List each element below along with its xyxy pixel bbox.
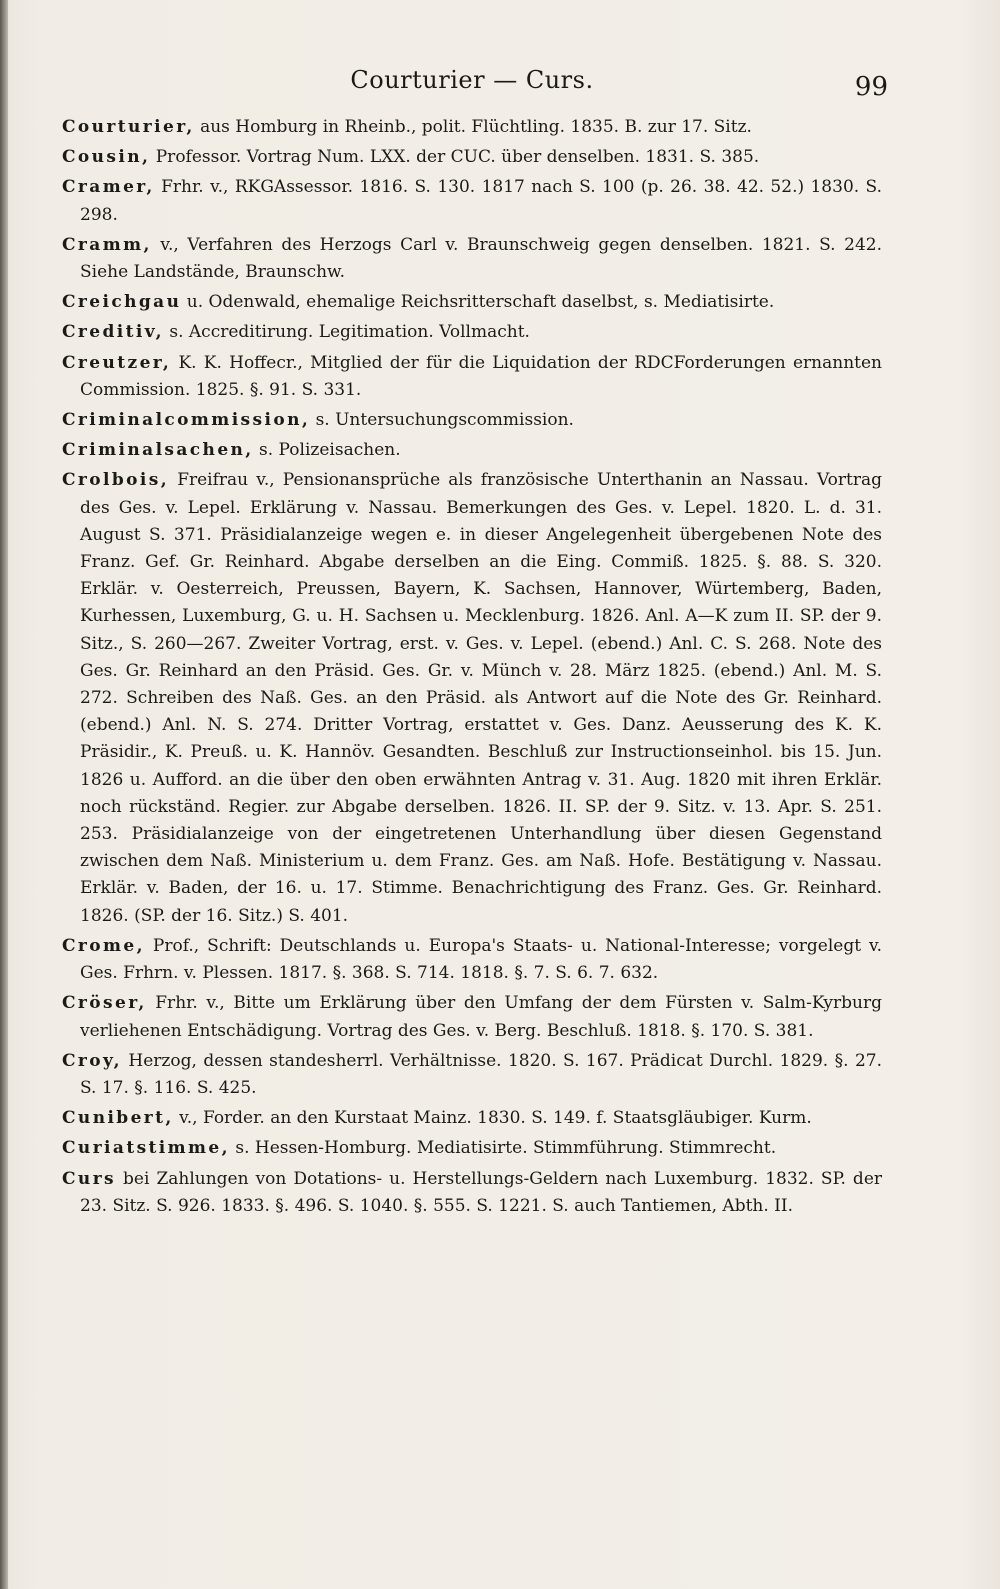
entry-text: aus Homburg in Rheinb., polit. Flüchtling. 1835. B. zur 17. Sitz. — [194, 117, 752, 137]
entry-text: s. Hessen-Homburg. Mediatisirte. Stimmführung. Stimmrecht. — [229, 1138, 777, 1159]
index-entry — [62, 319, 882, 346]
index-entry — [62, 144, 882, 171]
index-entry — [62, 114, 882, 141]
book-spine-shadow — [0, 0, 8, 1589]
entry-text: v., Verfahren des Herzogs Carl v. Braunschweig gegen denselben. 1821. S. 242. Siehe Landstände, Braunschw. — [80, 234, 882, 283]
entry-headword: Curiatstimme, — [62, 1138, 230, 1159]
index-entry — [62, 933, 882, 987]
entry-text: s. Accreditirung. Legitimation. Vollmacht. — [163, 322, 530, 343]
entry-headword: Cousin, — [62, 147, 151, 168]
entry-headword: Criminalsachen, — [62, 440, 254, 461]
entry-headword: Crome, — [62, 935, 145, 956]
entry-text: u. Odenwald, ehemalige Reichsritterschaft daselbst, s. Mediatisirte. — [181, 292, 775, 313]
entry-headword: Cunibert, — [62, 1108, 174, 1129]
entry-headword: Courturier, — [62, 117, 195, 137]
entry-text: Frhr. v., Bitte um Erklärung über den Umfang der dem Fürsten v. Salm-Kyrburg verliehenen Entschädigung. Vortrag des Ges. v. Berg. Beschluß. 1818. §. 170. S. 381. — [80, 993, 882, 1041]
running-head: Courturier — Curs. — [350, 66, 594, 94]
index-entry — [62, 437, 882, 464]
entry-text: Frhr. v., RKGAssessor. 1816. S. 130. 1817 nach S. 100 (p. 26. 38. 42. 52.) 1830. S. 298. — [80, 177, 882, 225]
entry-headword: Criminalcommission, — [62, 410, 311, 431]
entry-text: Prof., Schrift: Deutschlands u. Europa's Staats- u. National-Interesse; vorgelegt v. Ges. Frhrn. v. Plessen. 1817. §. 368. S. 714. 1818. §. 7. S. 6. 7. 632. — [80, 935, 882, 984]
entry-text: bei Zahlungen von Dotations- u. Herstellungs-Geldern nach Luxemburg. 1832. SP. der 23. Sitz. S. 926. 1833. §. 496. S. 1040. §. 555. S. 1221. S. auch Tantiemen, Abth. II. — [80, 1168, 882, 1216]
page-number: 99 — [854, 72, 888, 102]
entry-headword: Curs — [62, 1168, 117, 1189]
index-entry — [62, 232, 882, 286]
entry-text: Herzog, dessen standesherrl. Verhältnisse. 1820. S. 167. Prädicat Durchl. 1829. §. 27. S. 17. §. 116. S. 425. — [80, 1050, 882, 1098]
index-entry — [62, 350, 882, 404]
index-entry — [62, 1105, 882, 1132]
index-entry — [62, 990, 882, 1044]
entry-headword: Cramer, — [62, 177, 155, 198]
entry-headword: Cröser, — [62, 993, 147, 1014]
index-entries — [62, 114, 882, 1223]
entry-headword: Cramm, — [62, 234, 152, 255]
entry-text: Freifrau v., Pensionansprüche als französische Unterthanin an Nassau. Vortrag des Ges. v. Lepel. Erklärung v. Nassau. Bemerkungen des Ges. v. Lepel. 1820. L. d. 31. August S. 371. Präsidialanzeige wegen e. in dieser Angelegenheit übergebenen Note des Franz. Gef. Gr. Reinhard. Abgabe derselben an die Eing. Commiß. 1825. §. 88. S. 320. Erklär. v. Oesterreich, Preussen, Bayern, K. Sachsen, Hannover, Würtemberg, Baden, Kurhessen, Luxemburg, G. u. H. Sachsen u. Mecklenburg. 1826. Anl. A—K zum II. SP. der 9. Sitz., S. 260—267. Zweiter Vortrag, erst. v. Ges. v. Lepel. (ebend.) Anl. C. S. 268. Note des Ges. Gr. Reinhard an den Präsid. Ges. Gr. v. Münch v. 28. März 1825. (ebend.) Anl. M. S. 272. Schreiben des Naß. Ges. an den Präsid. als Antwort auf die Note des Gr. Reinhard. (ebend.) Anl. N. S. 274. Dritter Vortrag, erstattet v. Ges. Danz. Aeusserung des K. K. Präsidir., K. Preuß. u. K. Hannöv. Gesandten. Beschluß zur Instructionseinhol. bis 15. Jun. 1826 u. Aufford. an die über den oben erwähnten Antrag v. 31. Aug. 1820 mit ihren Erklär. noch rückständ. Regier. zur Abgabe derselben. 1826. II. SP. der 9. Sitz. v. 13. Apr. S. 251. 253. Präsidialanzeige von der eingetretenen Unterhandlung über diesen Gegenstand zwischen dem Naß. Ministerium u. dem Franz. Ges. am Naß. Hofe. Bestätigung v. Nassau. Erklär. v. Baden, der 16. u. 17. Stimme. Benachrichtigung des Franz. Ges. Gr. Reinhard. 1826. (SP. der 16. Sitz.) S. 401. — [80, 470, 882, 926]
index-entry — [62, 1166, 882, 1220]
entry-headword: Creichgau — [62, 292, 182, 313]
entry-text: Professor. Vortrag Num. LXX. der CUC. über denselben. 1831. S. 385. — [150, 147, 760, 168]
index-entry — [62, 1048, 882, 1102]
index-entry — [62, 174, 882, 228]
entry-headword: Croy, — [62, 1050, 122, 1071]
entry-text: s. Untersuchungscommission. — [310, 410, 574, 431]
entry-text: K. K. Hoffecr., Mitglied der für die Liquidation der RDCForderungen ernannten Commission. 1825. §. 91. S. 331. — [80, 352, 882, 400]
index-entry — [62, 467, 882, 929]
page-header — [62, 62, 888, 102]
entry-headword: Crolbois, — [62, 470, 170, 491]
index-entry — [62, 407, 882, 434]
entry-headword: Creutzer, — [62, 352, 172, 373]
index-entry — [62, 1135, 882, 1162]
entry-text: v., Forder. an den Kurstaat Mainz. 1830. S. 149. f. Staatsgläubiger. Kurm. — [173, 1108, 812, 1129]
entry-text: s. Polizeisachen. — [253, 440, 401, 461]
index-entry — [62, 289, 882, 316]
entry-headword: Creditiv, — [62, 322, 164, 343]
